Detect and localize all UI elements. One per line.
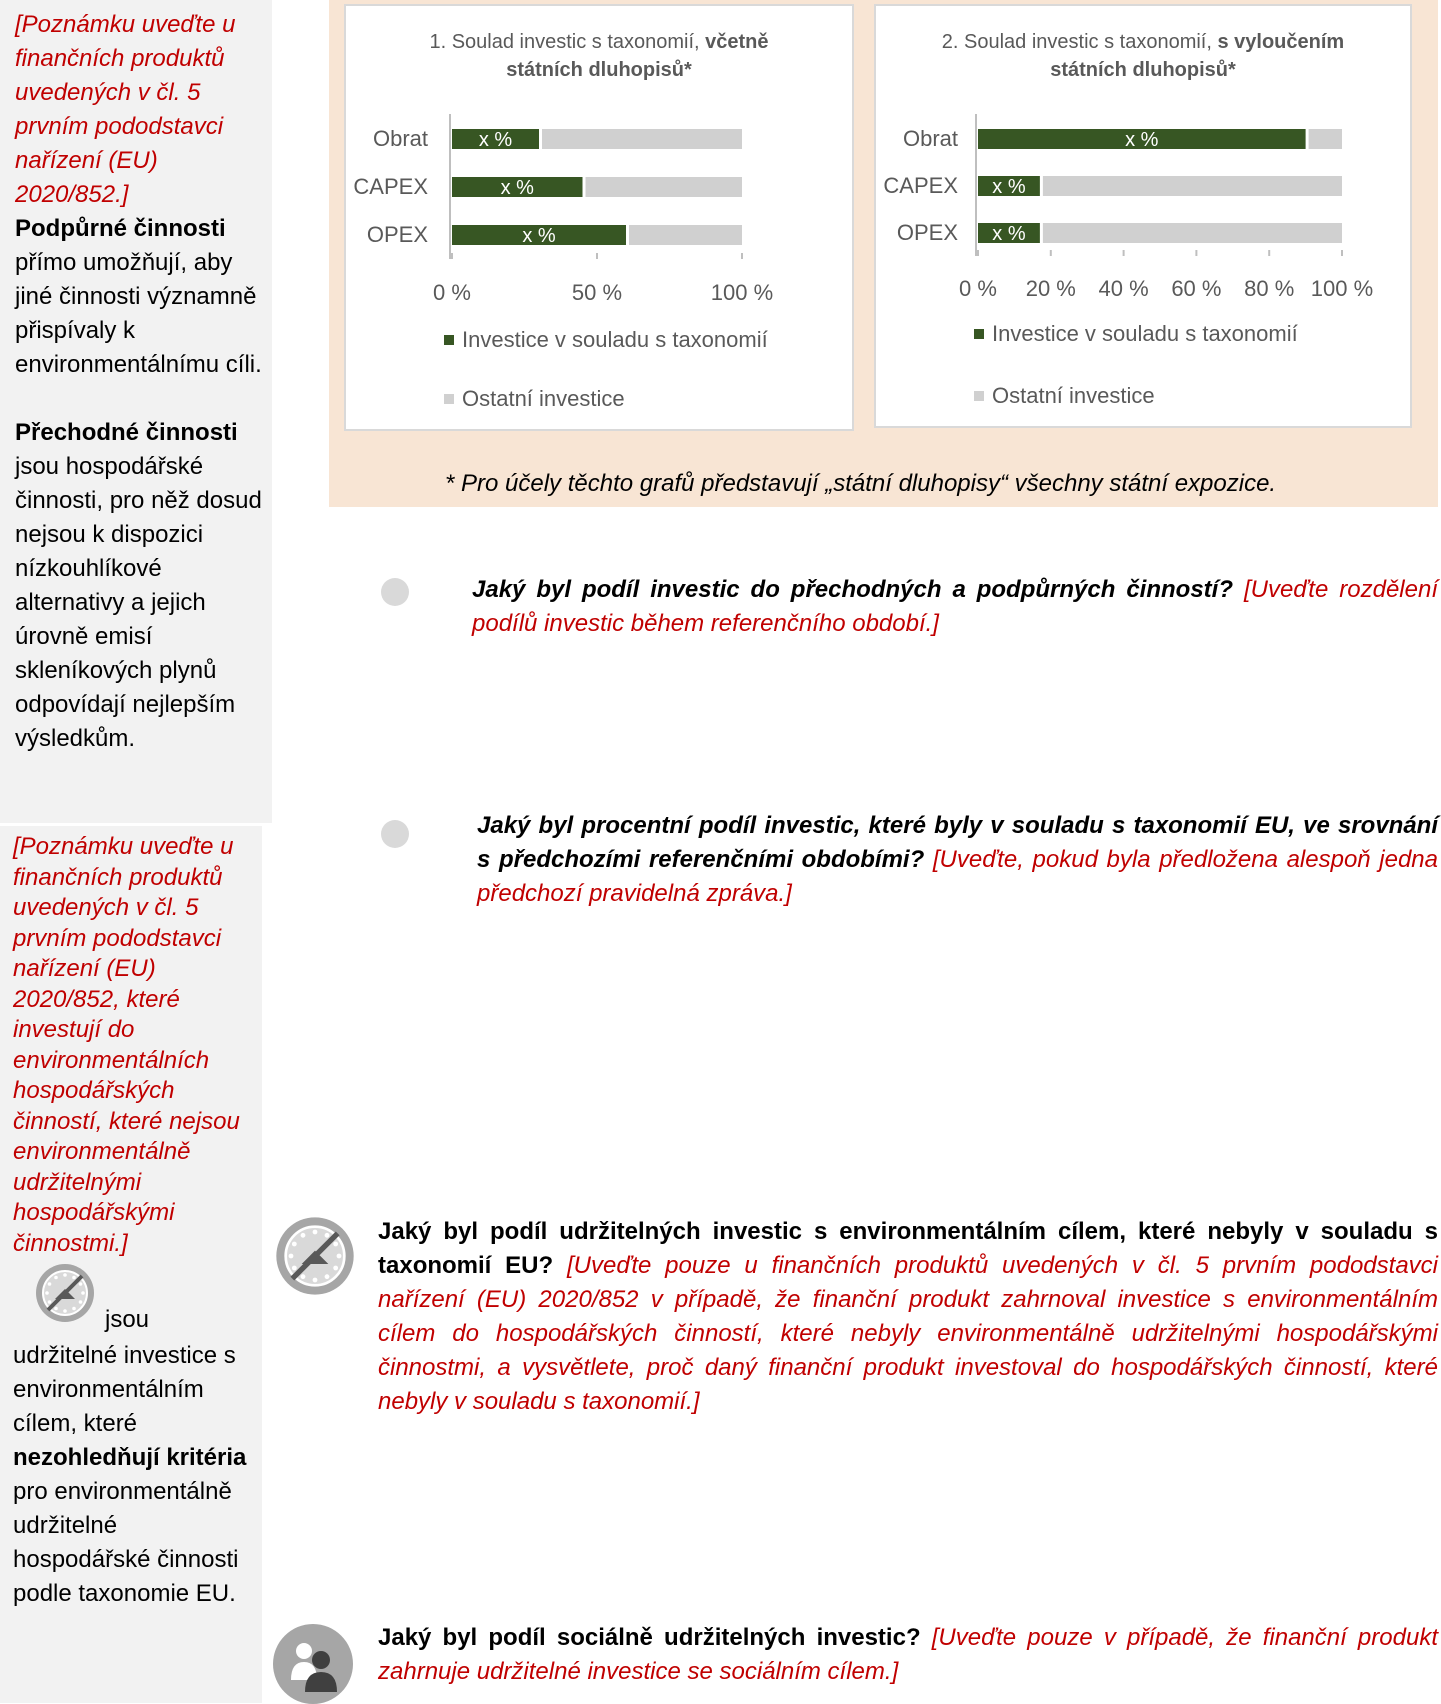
x-tick-label: 40 % [1098, 276, 1149, 301]
sidebar-after-icon: jsou [105, 1306, 150, 1333]
sidebar-non-aligned [13, 832, 258, 1611]
transitional-term: Přechodné činnosti [15, 419, 238, 446]
legend-swatch [974, 329, 984, 339]
transitional-def: jsou hospodářské činnosti, pro něž dosud nejsou k dispozici nízkouhlíkové alternativy a jejich úrovně emisí skleníkových plynů odpovídají nejlepším výsledkům. [15, 453, 262, 752]
q1-instruction: [Uveďte rozdělení podílů investic během referenčního období.] [472, 576, 1438, 637]
bar-other [586, 177, 743, 197]
x-tick-label: 50 % [571, 280, 623, 305]
q1-question: Jaký byl podíl investic do přechodných a podpůrných činností? [472, 576, 1233, 603]
question-previous-periods [477, 809, 1438, 911]
q3-question: Jaký byl podíl udržitelných investic s environmentálním cílem, které nebyly v souladu s taxonomií EU? [378, 1218, 1438, 1279]
legend-label: Investice v souladu s taxonomií [992, 321, 1298, 346]
eu-taxonomy-crossed-icon-large [275, 1216, 355, 1296]
bar-other [1309, 129, 1342, 149]
chart-2-title-bold-2: státních dluhopisů* [1050, 59, 1236, 81]
non-aligned-def-post: pro environmentálně udržitelné hospodářské činnosti podle taxonomie EU. [13, 1478, 239, 1607]
legend-label: Ostatní investice [462, 386, 625, 411]
chart-1-title-bold-2: státních dluhopisů* [506, 59, 692, 81]
x-tick-label: 0 % [959, 276, 997, 301]
legend-label: Investice v souladu s taxonomií [462, 327, 768, 352]
x-tick-label: 80 % [1244, 276, 1295, 301]
bar-data-label: x % [522, 225, 556, 247]
q3-instruction: [Uveďte pouze u finančních produktů uvedených v čl. 5 prvním pododstavci nařízení (EU) 2020/852 v případě, že finanční produkt zahrnoval investice s environmentálním cílem do hospodářských činností, které nebyly environmentálně udržitelnými hospodářskými činnostmi, a vysvětlete, proč daný finanční produkt investoval do hospodářských činností, které nebyly v souladu s taxonomií.] [378, 1252, 1439, 1415]
category-label: OPEX [366, 222, 428, 247]
x-tick-label: 100 % [1310, 276, 1374, 301]
bar-data-label: x % [478, 129, 513, 151]
q2-instruction: [Uveďte, pokud byla předložena alespoň jedna předchozí pravidelná zpráva.] [477, 846, 1438, 907]
x-tick-label: 0 % [433, 280, 471, 305]
legend-swatch [444, 394, 454, 404]
bar-data-label: x % [992, 223, 1026, 245]
legend-label: Ostatní investice [992, 383, 1155, 408]
category-label: OPEX [896, 220, 958, 245]
enabling-def: přímo umožňují, aby jiné činnosti významně přispívaly k environmentálnímu cíli. [15, 249, 262, 378]
category-label: Obrat [372, 126, 428, 151]
bullet-1 [381, 578, 409, 606]
bar-other [1043, 176, 1342, 196]
legend-swatch [974, 391, 984, 401]
chart-footnote: * Pro účely těchto grafů představují „státní dluhopisy“ všechny státní expozice. [445, 470, 1277, 497]
q4-instruction: [Uveďte pouze v případě, že finanční produkt zahrnuje udržitelné investice se sociálním cílem.] [378, 1624, 1438, 1685]
question-transitional-enabling [472, 573, 1438, 641]
chart-1-plot [344, 4, 854, 431]
x-tick-label: 100 % [710, 280, 774, 305]
category-label: CAPEX [883, 173, 958, 198]
bar-data-label: x % [1125, 129, 1159, 151]
chart-1-title-bold-1: včetně [705, 31, 769, 53]
non-aligned-def-pre: udržitelné investice s environmentálním cílem, které [13, 1342, 236, 1437]
category-label: Obrat [902, 126, 958, 151]
q2-question: Jaký byl procentní podíl investic, které byly v souladu s taxonomií EU, ve srovnání s předchozími referenčními obdobími? [477, 812, 1438, 873]
question-environmental-not-aligned [378, 1215, 1438, 1419]
question-social [378, 1621, 1438, 1689]
chart-2-title-bold-1: s vyloučením [1217, 31, 1345, 53]
sidebar-note-1: [Poznámku uveďte u finančních produktů uvedených v čl. 5 prvním pododstavci nařízení (EU) 2020/852.] [15, 11, 236, 208]
chart-2-title-normal: 2. Soulad investic s taxonomií, [941, 31, 1212, 53]
bar-data-label: x % [500, 177, 534, 199]
non-aligned-def-bold: nezohledňují kritéria [13, 1444, 247, 1471]
sidebar-note-2: [Poznámku uveďte u finančních produktů uvedených v čl. 5 prvním pododstavci nařízení (EU) 2020/852, které investují do environmentálních hospodářských činností, které nejsou environmentálně udržitelnými hospodářskými činnostmi.] [13, 833, 240, 1257]
chart-1-title-normal: 1. Soulad investic s taxonomií, [429, 31, 700, 53]
social-people-icon [273, 1624, 353, 1704]
legend-swatch [444, 335, 454, 345]
x-tick-label: 20 % [1025, 276, 1076, 301]
bar-other [629, 225, 742, 245]
category-label: CAPEX [353, 174, 428, 199]
x-tick-label: 60 % [1171, 276, 1222, 301]
q4-question: Jaký byl podíl sociálně udržitelných investic? [378, 1624, 921, 1651]
bar-other [542, 129, 742, 149]
sidebar-definitions [15, 8, 273, 756]
bar-other [1043, 223, 1342, 243]
eu-taxonomy-crossed-icon [35, 1263, 95, 1323]
chart-2-plot [874, 4, 1412, 428]
enabling-term: Podpůrné činnosti [15, 215, 226, 242]
bar-data-label: x % [992, 176, 1026, 198]
bullet-2 [381, 820, 409, 848]
